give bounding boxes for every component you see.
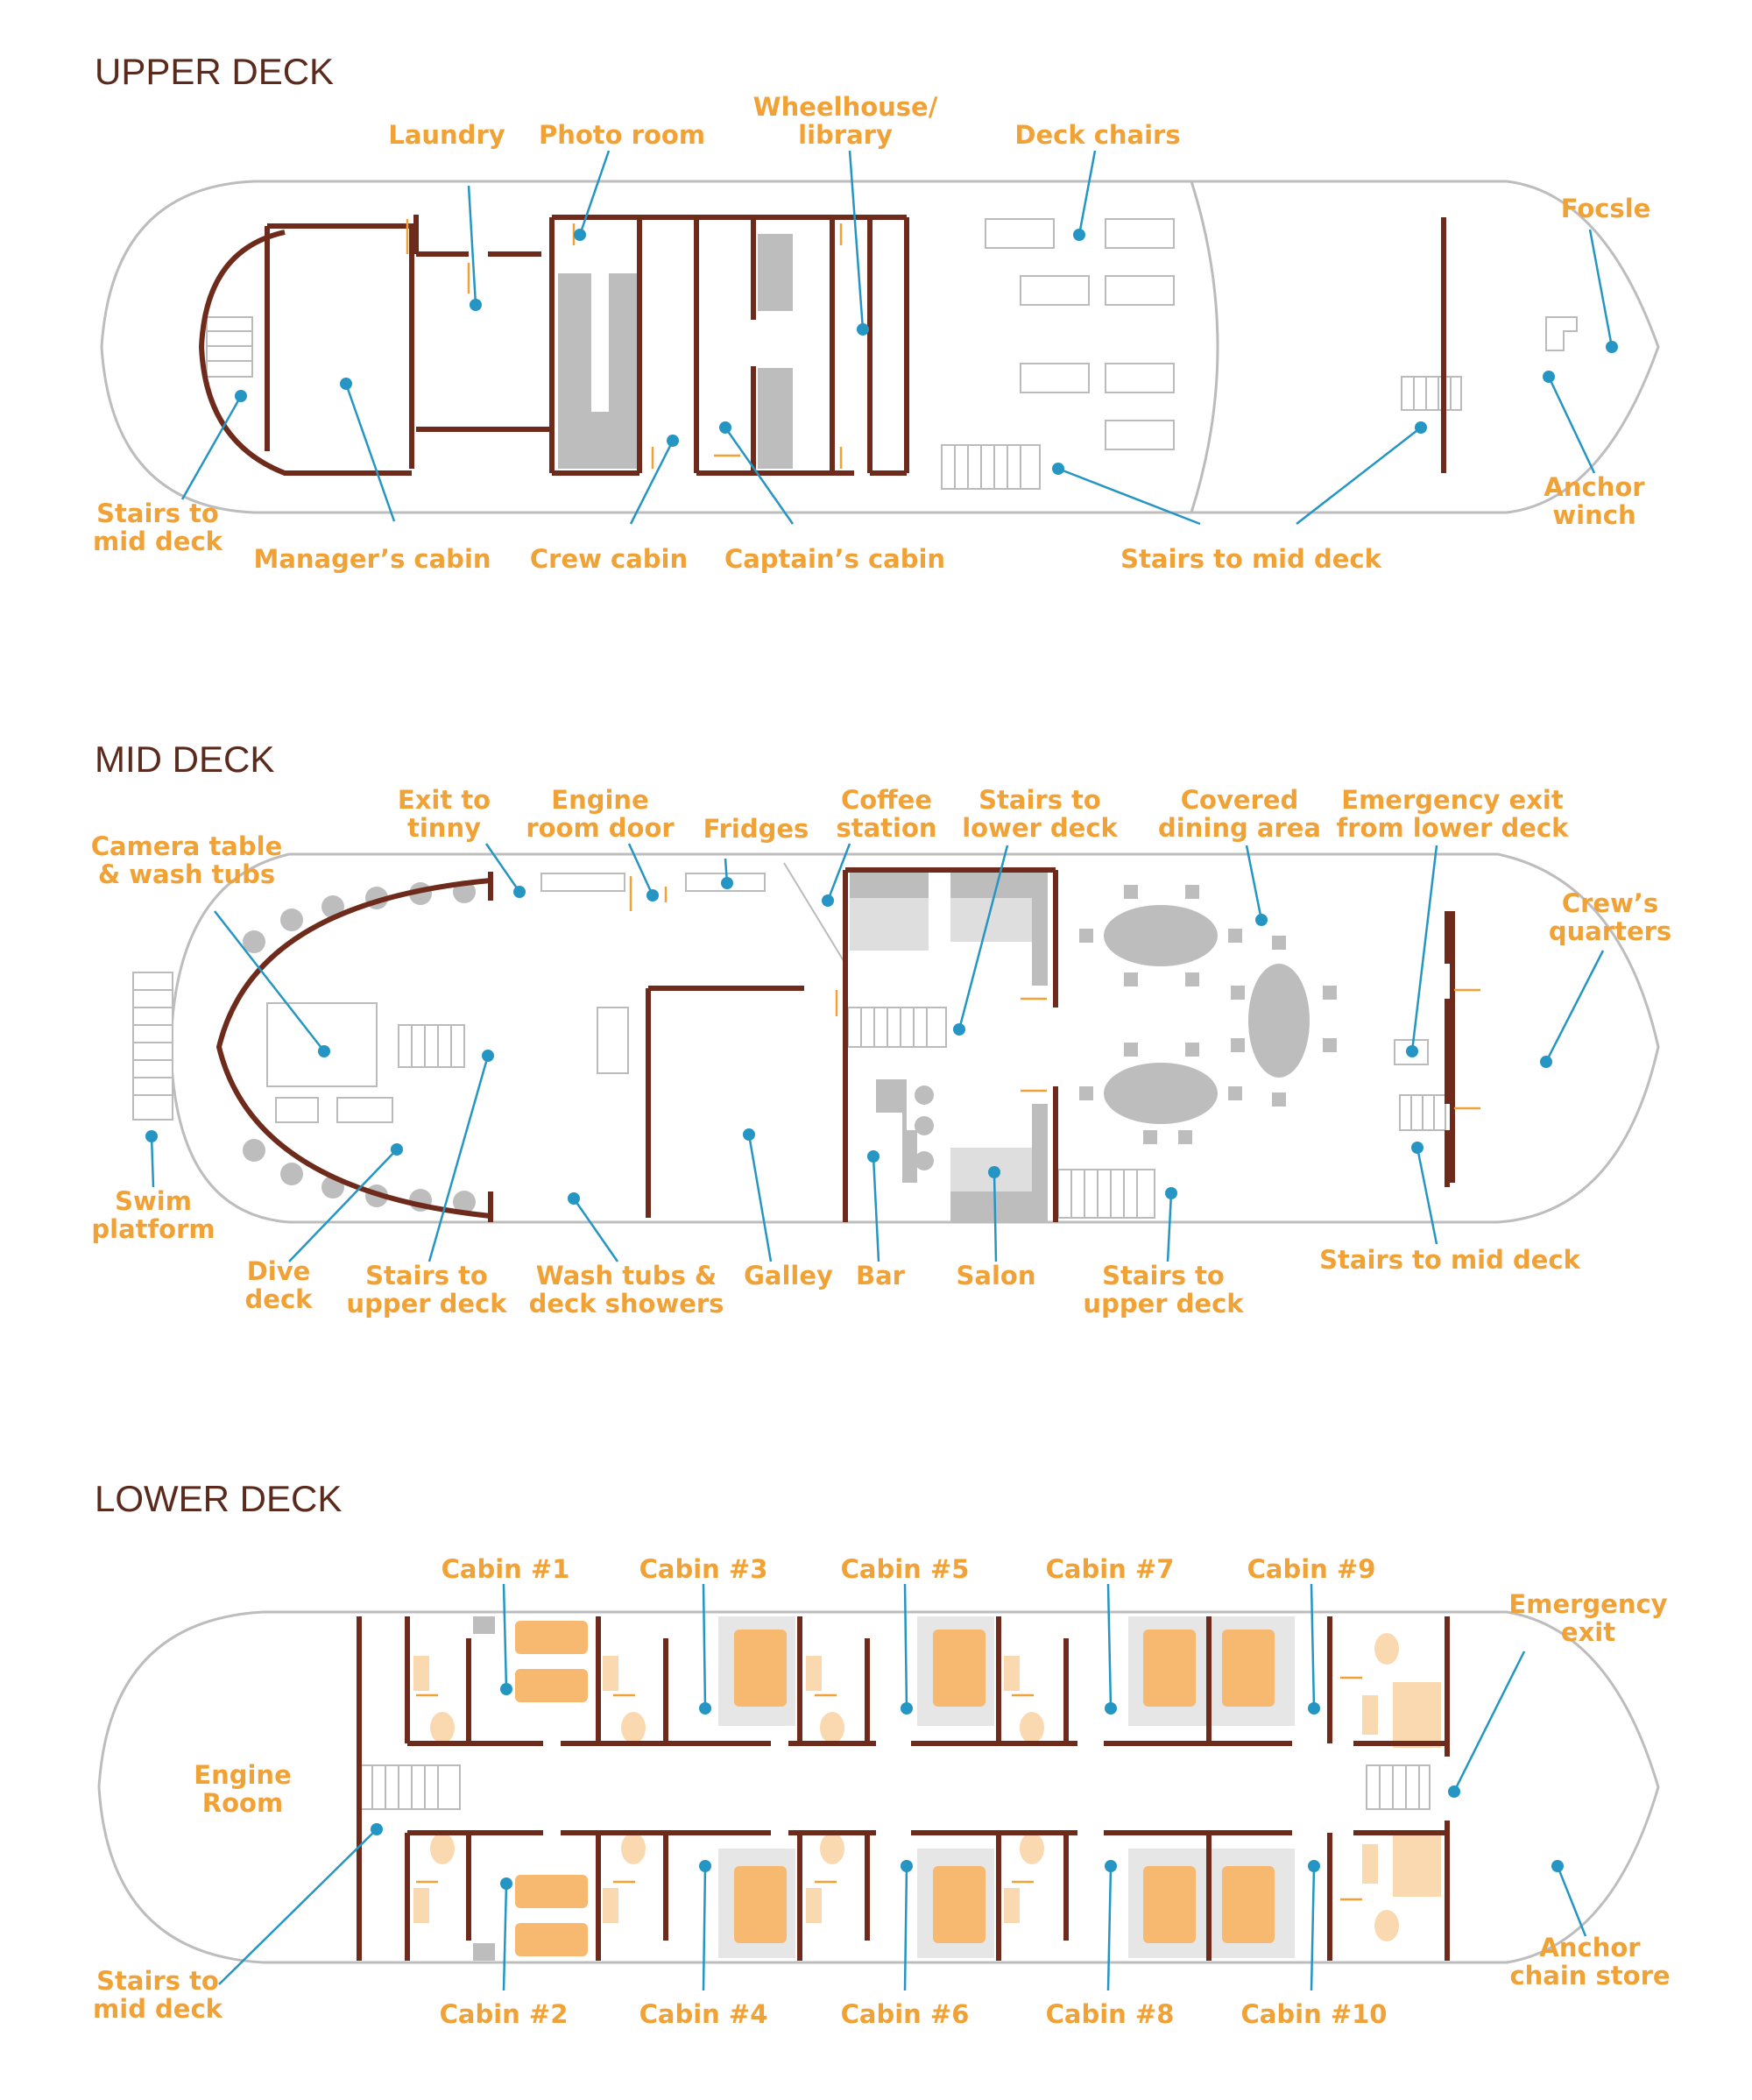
label-stairs-mid-lower: Stairs to mid deck [93, 1966, 223, 2024]
label-crews-quarters: Crew’s quarters [1548, 888, 1672, 946]
upper-stairs-fwd [1402, 377, 1461, 410]
label-salon: Salon [956, 1261, 1036, 1290]
label-camera-table: Camera table & wash tubs [90, 831, 283, 889]
label-managers-cabin: Manager’s cabin [253, 544, 491, 574]
label-wheelhouse: Wheelhouse/ library [752, 92, 938, 150]
label-crew-cabin: Crew cabin [529, 544, 689, 574]
label-cabin-6: Cabin #6 [840, 1999, 970, 2029]
label-photo-room: Photo room [538, 120, 706, 150]
label-cabin-3: Cabin #3 [639, 1554, 768, 1584]
label-bar: Bar [856, 1261, 905, 1290]
label-cabin-5: Cabin #5 [840, 1554, 970, 1584]
label-cabin-8: Cabin #8 [1045, 1999, 1175, 2029]
label-galley: Galley [744, 1261, 833, 1290]
mid-stairs-upper-fwd [1058, 1170, 1155, 1218]
upper-deck-hull [102, 181, 1658, 513]
label-exit-tinny: Exit to tinny [397, 785, 491, 843]
label-cabin-1: Cabin #1 [441, 1554, 570, 1584]
label-stairs-mid: Stairs to mid deck [1319, 1245, 1580, 1275]
mid-stairs-lower [848, 1008, 946, 1047]
label-focsle: Focsle [1560, 194, 1651, 223]
label-wash-tubs: Wash tubs & deck showers [528, 1261, 724, 1319]
upper-stairs-aft [207, 317, 252, 377]
label-stairs-upper-fwd: Stairs to upper deck [1083, 1261, 1244, 1319]
label-cabin-10: Cabin #10 [1240, 1999, 1388, 2029]
label-cabin-4: Cabin #4 [639, 1999, 768, 2029]
label-swim-platform: Swim platform [91, 1186, 215, 1244]
label-cabin-9: Cabin #9 [1247, 1554, 1376, 1584]
label-stairs-lower: Stairs to lower deck [962, 785, 1118, 843]
upper-deck-title: UPPER DECK [95, 51, 335, 92]
label-fridges: Fridges [703, 814, 809, 844]
label-engine-room: Engine Room [194, 1760, 292, 1818]
label-stairs-mid-fwd: Stairs to mid deck [1120, 544, 1381, 574]
label-laundry: Laundry [388, 120, 505, 150]
lower-deck-title: LOWER DECK [95, 1478, 343, 1519]
label-anchor-chain-store: Anchor chain store [1509, 1933, 1671, 1990]
label-covered-dining: Covered dining area [1158, 785, 1321, 843]
label-stairs-mid-aft: Stairs to mid deck [93, 498, 223, 556]
label-captains-cabin: Captain’s cabin [724, 544, 946, 574]
label-anchor-winch: Anchor winch [1544, 472, 1645, 530]
label-engine-room-door: Engine room door [526, 785, 675, 843]
label-dive-deck: Dive deck [244, 1256, 313, 1314]
label-deck-chairs: Deck chairs [1014, 120, 1181, 150]
label-emergency-exit: Emergency exit [1508, 1589, 1668, 1647]
upper-deck-plan [102, 181, 1658, 513]
upper-stairs-mid [942, 445, 1040, 489]
label-coffee-station: Coffee station [836, 785, 937, 843]
label-cabin-7: Cabin #7 [1045, 1554, 1175, 1584]
lower-deck-plan [99, 1612, 1658, 1962]
mid-stairs-upper-aft [399, 1025, 464, 1067]
label-emergency-exit-lower: Emergency exit from lower deck [1336, 785, 1569, 843]
label-stairs-upper-aft: Stairs to upper deck [346, 1261, 507, 1319]
label-cabin-2: Cabin #2 [439, 1999, 569, 2029]
mid-deck-title: MID DECK [95, 739, 275, 780]
